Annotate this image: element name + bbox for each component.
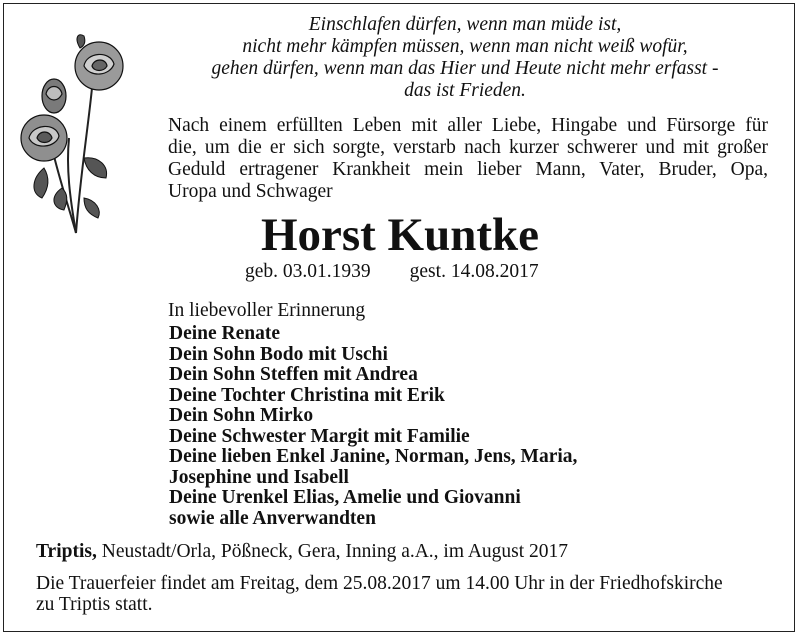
poem <box>170 14 760 102</box>
family-member: Dein Sohn Steffen mit Andrea <box>169 364 418 385</box>
intro-line: die, um die er sich sorgte, verstarb nach kurzer schwerer und mit großer <box>168 137 768 158</box>
intro-line: Uropa und Schwager <box>168 181 333 202</box>
life-dates <box>245 260 539 284</box>
intro-text <box>168 115 768 203</box>
place-town: Triptis, <box>36 541 97 562</box>
birth-date: geb. 03.01.1939 <box>245 261 371 282</box>
family-member: Dein Sohn Mirko <box>169 405 314 426</box>
memory-line: In liebevoller Erinnerung <box>168 300 366 321</box>
family-member: Deine lieben Enkel Janine, Norman, Jens, Maria, <box>169 446 578 467</box>
deceased-name: Horst Kuntke <box>260 209 540 261</box>
place-rest: Neustadt/Orla, Pößneck, Gera, Inning a.A., im August 2017 <box>96 541 569 562</box>
funeral-line: zu Triptis statt. <box>36 593 153 615</box>
family-member: Deine Urenkel Elias, Amelie und Giovanni <box>169 487 521 508</box>
family-member: sowie alle Anverwandten <box>169 507 376 529</box>
poem-line: nicht mehr kämpfen müssen, wenn man nicht weiß wofür, <box>242 36 688 57</box>
death-date: gest. 14.08.2017 <box>409 261 539 282</box>
funeral-line: Die Trauerfeier findet am Freitag, dem 25.08.2017 um 14.00 Uhr in der Friedhofskirche <box>36 573 723 594</box>
funeral-info <box>36 574 769 615</box>
family-member: Deine Renate <box>169 323 281 344</box>
family-list <box>169 324 577 529</box>
intro-line: Nach einem erfüllten Leben mit aller Liebe, Hingabe und Fürsorge für <box>168 115 768 136</box>
poem-line: gehen dürfen, wenn man das Hier und Heute nicht mehr erfasst - <box>211 58 719 79</box>
family-member: Josephine und Isabell <box>169 466 349 488</box>
poem-line: das ist Frieden. <box>404 80 526 101</box>
family-member: Dein Sohn Bodo mit Uschi <box>169 343 388 365</box>
intro-line: Geduld ertragener Krankheit mein lieber Mann, Vater, Bruder, Opa, <box>168 159 768 180</box>
family-member: Deine Schwester Margit mit Familie <box>169 425 470 447</box>
poem-line: Einschlafen dürfen, wenn man müde ist, <box>308 14 622 35</box>
family-member: Deine Tochter Christina mit Erik <box>169 384 445 406</box>
place-line <box>36 540 568 564</box>
